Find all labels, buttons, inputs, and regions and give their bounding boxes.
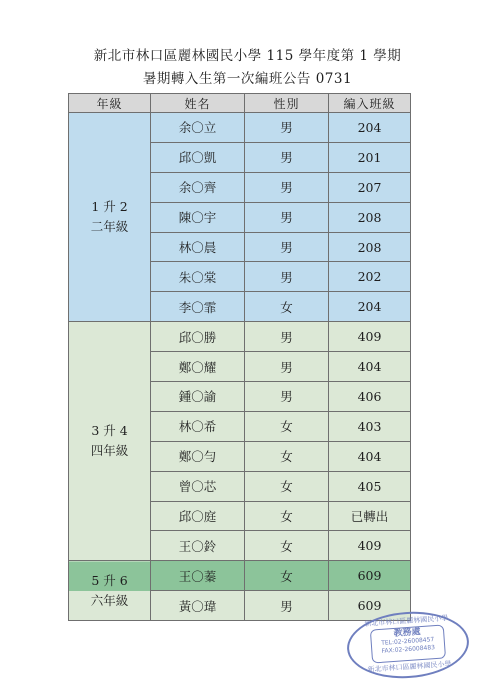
student-name-cell: 邱〇凱 <box>151 142 245 172</box>
class-cell: 609 <box>329 591 411 621</box>
grade-cell <box>69 561 151 621</box>
student-name-cell: 林〇希 <box>151 411 245 441</box>
stamp-school-name-bottom: 新北市林口區麗林國民小學 <box>367 660 452 674</box>
gender-cell: 女 <box>245 292 329 322</box>
student-name-cell: 李〇霏 <box>151 292 245 322</box>
gender-cell: 男 <box>245 262 329 292</box>
table-row <box>69 561 411 591</box>
class-cell: 已轉出 <box>329 501 411 531</box>
grade-label: 二年級 <box>90 219 129 235</box>
table-header-row <box>69 94 411 113</box>
student-name-cell: 陳〇宇 <box>151 202 245 232</box>
grade-label: 六年級 <box>90 592 129 608</box>
student-name-cell: 林〇晨 <box>151 232 245 262</box>
class-cell: 201 <box>329 142 411 172</box>
class-cell: 204 <box>329 292 411 322</box>
class-cell: 404 <box>329 441 411 471</box>
student-name-cell: 鄭〇耀 <box>151 352 245 382</box>
student-name-cell: 王〇鈴 <box>151 531 245 561</box>
gender-cell: 男 <box>245 202 329 232</box>
class-cell: 207 <box>329 172 411 202</box>
document-subtitle: 暑期轉入生第一次編班公告 0731 <box>142 71 353 87</box>
gender-cell: 男 <box>245 352 329 382</box>
student-name-cell: 曾〇芯 <box>151 471 245 501</box>
gender-cell: 男 <box>245 232 329 262</box>
document-title: 新北市林口區麗林國民小學 115 學年度第 1 學期 <box>93 48 402 64</box>
class-cell: 409 <box>329 531 411 561</box>
class-cell: 208 <box>329 202 411 232</box>
column-header-gender: 性別 <box>245 94 329 113</box>
gender-cell: 女 <box>245 411 329 441</box>
class-cell: 406 <box>329 382 411 412</box>
student-name-cell: 邱〇庭 <box>151 501 245 531</box>
grade-label: 四年級 <box>90 443 129 459</box>
class-cell: 609 <box>329 561 411 591</box>
grade-from-to: 5 升 6 <box>91 572 128 588</box>
table-row <box>69 113 411 143</box>
gender-cell: 男 <box>245 322 329 352</box>
gender-cell: 女 <box>245 471 329 501</box>
student-name-cell: 朱〇棠 <box>151 262 245 292</box>
class-cell: 404 <box>329 352 411 382</box>
student-name-cell: 余〇立 <box>151 113 245 143</box>
class-cell: 204 <box>329 113 411 143</box>
column-header-grade: 年級 <box>69 94 151 113</box>
gender-cell: 男 <box>245 591 329 621</box>
column-header-name: 姓名 <box>151 94 245 113</box>
gender-cell: 男 <box>245 142 329 172</box>
student-name-cell: 鄭〇勻 <box>151 441 245 471</box>
class-cell: 208 <box>329 232 411 262</box>
gender-cell: 女 <box>245 501 329 531</box>
class-cell: 409 <box>329 322 411 352</box>
student-name-cell: 余〇齊 <box>151 172 245 202</box>
gender-cell: 男 <box>245 382 329 412</box>
student-name-cell: 鍾〇諭 <box>151 382 245 412</box>
gender-cell: 女 <box>245 531 329 561</box>
class-cell: 202 <box>329 262 411 292</box>
table-row <box>69 322 411 352</box>
student-name-cell: 邱〇勝 <box>151 322 245 352</box>
stamp-inner-box <box>370 624 446 663</box>
stamp-tel: TEL:02-26008457 <box>380 636 435 647</box>
stamp-school-name: 新北市林口區麗林國民小學 <box>364 614 449 628</box>
grade-cell <box>69 322 151 561</box>
class-cell: 403 <box>329 411 411 441</box>
gender-cell: 女 <box>245 441 329 471</box>
class-assignment-table <box>68 93 411 621</box>
school-seal-stamp <box>345 608 471 682</box>
column-header-class: 編入班級 <box>329 94 411 113</box>
stamp-fax: FAX:02-26008483 <box>381 644 436 655</box>
class-cell: 405 <box>329 471 411 501</box>
grade-from-to: 1 升 2 <box>91 199 128 215</box>
gender-cell: 男 <box>245 172 329 202</box>
student-name-cell: 王〇蓁 <box>151 561 245 591</box>
stamp-office: 教務處 <box>393 627 421 639</box>
grade-cell <box>69 113 151 322</box>
grade-from-to: 3 升 4 <box>91 423 128 439</box>
gender-cell: 男 <box>245 113 329 143</box>
student-name-cell: 黃〇瑋 <box>151 591 245 621</box>
gender-cell: 女 <box>245 561 329 591</box>
